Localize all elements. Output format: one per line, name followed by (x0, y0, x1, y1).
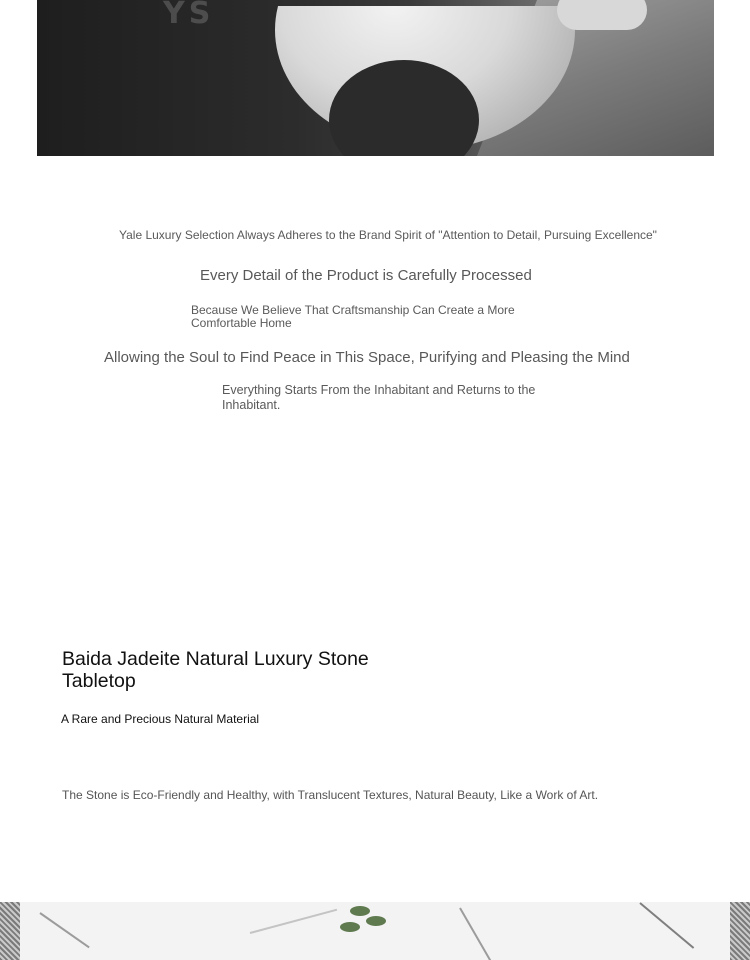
brand-watermark-logo: YS (163, 0, 215, 31)
plant-leaf (366, 916, 386, 926)
marble-vein (459, 908, 501, 960)
product-description: The Stone is Eco-Friendly and Healthy, with Translucent Textures, Natural Beauty, Like a Work of Art. (62, 788, 599, 802)
marble-vein (39, 912, 89, 948)
plant-leaf (340, 922, 360, 932)
photo-frame-left (0, 902, 20, 960)
marble-vein (250, 909, 337, 934)
photo-frame-right (730, 902, 750, 960)
marble-vein (639, 902, 694, 949)
detail-heading: Every Detail of the Product is Carefully Processed (200, 267, 532, 284)
brand-spirit-text: Yale Luxury Selection Always Adheres to the Brand Spirit of "Attention to Detail, Pursuing Excellence" (119, 228, 657, 242)
plant-leaf (350, 906, 370, 916)
soul-peace-heading: Allowing the Soul to Find Peace in This Space, Purifying and Pleasing the Mind (104, 349, 630, 366)
craftsmanship-photo (37, 0, 714, 156)
marble-tabletop-photo (0, 902, 750, 960)
photo-hand (557, 0, 647, 30)
inhabitant-text: Everything Starts From the Inhabitant and Returns to the Inhabitant. (222, 383, 536, 412)
product-subtitle: A Rare and Precious Natural Material (61, 712, 260, 726)
craftsmanship-text: Because We Believe That Craftsmanship Can Create a More Comfortable Home (191, 303, 515, 330)
product-title: Baida Jadeite Natural Luxury Stone Tabletop (62, 648, 369, 692)
